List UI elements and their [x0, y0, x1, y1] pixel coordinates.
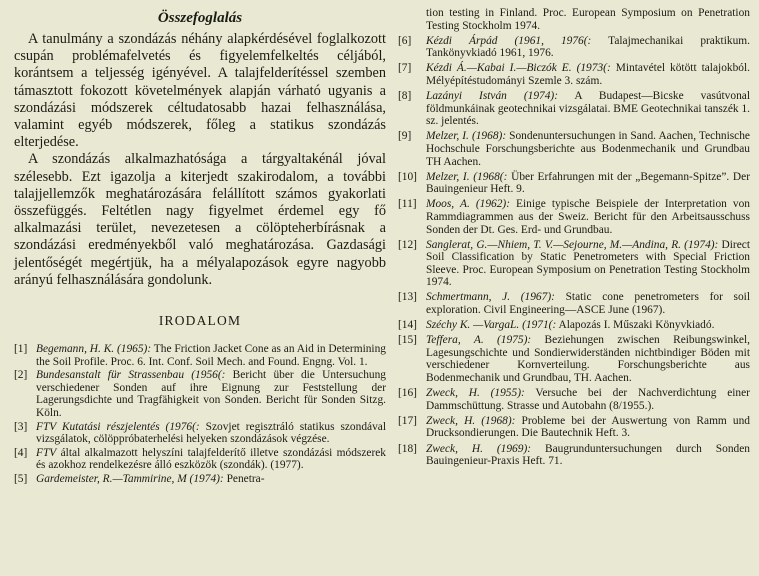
- reference-item: [14, 421, 386, 446]
- reference-text: Einige typische Beispiele der Interpretation von Rammdiagrammen aus der Sweiz. Bericht für den Arbeitsausschuss Sonden der Dt. Ges. Erd- und Grundbau.: [426, 198, 750, 236]
- reference-author: Begemann, H. K. (1965):: [36, 343, 152, 356]
- reference-number: [2]: [14, 369, 28, 382]
- reference-item: [398, 319, 750, 332]
- references-heading: IRODALOM: [158, 313, 242, 329]
- reference-number: [9]: [398, 130, 412, 143]
- reference-text: Talajmechanikai praktikum. Tankönyvkiadó 1961, 1976.: [426, 34, 750, 60]
- reference-author: Moos, A. (1962):: [426, 198, 511, 211]
- left-column: [14, 0, 386, 487]
- reference-number: [3]: [14, 420, 28, 433]
- reference-text: Penetra-: [223, 472, 265, 485]
- reference-author: Melzer, I. (1968(:: [426, 170, 508, 183]
- reference-author: Zweck, H. (1968):: [426, 414, 516, 427]
- summary-paragraph-1: A tanulmány a szondázás néhány alapkérdésével foglalkozott csupán problémafelvetés és figyelemfelkeltés céljából, korántsem a teljesség igényével. A talajfelderítéssel szemben támasztott fokozott követelmények alapján várható ugyanis a szondázási módszerek céltudatosabb hazai felhasználása, valamint egyéb módszerek, főleg a statikus szondázás elterjedése.: [14, 31, 386, 151]
- reference-number: [4]: [14, 446, 28, 459]
- reference-item: [398, 387, 750, 412]
- reference-item: [14, 447, 386, 472]
- reference-author: Zweck, H. (1955):: [426, 387, 525, 400]
- reference-text: Alapozás I. Műszaki Könyvkiadó.: [556, 319, 715, 332]
- reference-author: Zweck, H. (1969):: [426, 442, 532, 455]
- reference-text: által alkalmazott helyszíni talajfelderítő illetve szondázási módszerek és azokhoz rendelkezésre álló eszközök (szondák). (1977).: [36, 446, 386, 472]
- reference-text: Szovjet regisztráló statikus szondával vizsgálatok, cölöppróbaterhelési helyeken szondázások végzése.: [36, 420, 386, 446]
- reference-item: [398, 62, 750, 87]
- reference-item: [398, 130, 750, 168]
- reference-author: FTV: [36, 446, 57, 459]
- summary-paragraph-2: A szondázás alkalmazhatósága a tárgyaltakénál jóval szélesebb. Ezt igazolja a kiterjedt szakirodalom, a további talajjellemzők meghatározására felállított számos gyakorlati összefüggés. Feltétlen nagy figyelmet érdemel egy fő alkalmazási terület, nevezetesen a cölöpteherbírásnak a szondázási eredményekből való meghatározása. Gazdasági jelentőségét megértjük, ha a mélyalapozások egyre nagyobb arányú felhasználására gondolunk.: [14, 151, 386, 288]
- reference-text: Probleme bei der Auswertung von Ramm und Drucksondierungen. Die Bautechnik Heft. 3.: [426, 414, 750, 440]
- reference-item: [398, 198, 750, 236]
- reference-item: [14, 369, 386, 419]
- reference-item: [398, 239, 750, 289]
- reference-text: Baugrunduntersuchungen durch Sonden Bauingenieur-Praxis Heft. 71.: [426, 442, 750, 468]
- references-list-right: [398, 35, 750, 468]
- reference-number: [14]: [398, 319, 417, 332]
- reference-author: Lazányi István (1974):: [426, 90, 558, 103]
- reference-text: Mintavétel kötött talajokból. Mélyépítéstudományi Szemle 3. szám.: [426, 62, 750, 87]
- reference-item: [398, 171, 750, 196]
- reference-author: Kézdi Árpád (1961, 1976(:: [426, 34, 592, 47]
- reference-item: [398, 35, 750, 60]
- reference-text: Direct Soil Classification by Static Penetrometers with Special Friction Sleeve. Proc. European Symposium on Penetration Testing Stockholm 1974.: [426, 238, 751, 289]
- reference-number: [7]: [398, 62, 412, 75]
- reference-author: Melzer, I. (1968):: [426, 130, 507, 143]
- reference-author: Gardemeister, R.—Tammirine, M (1974):: [36, 472, 224, 485]
- reference-text: Static cone penetrometers for soil exploration. Civil Engineering—ASCE June (1967).: [426, 291, 750, 317]
- reference-author: Schmertmann, J. (1967):: [426, 291, 555, 304]
- reference-author: Sanglerat, G.—Nhiem, T. V.—Sejourne, M.—Andina, R. (1974):: [426, 238, 719, 251]
- reference-item: [398, 90, 750, 128]
- reference-text: Versuche bei der Nachverdichtung einer Dammschüttung. Strasse und Autobahn (8/1955.).: [426, 387, 750, 412]
- reference-author: Kézdi Á.—Kabai I.—Biczók E. (1973(:: [426, 62, 611, 75]
- reference-text: Bericht über die Untersuchung verschiedener Sonden auf ihre Eignung zur Feststellung der Lagerungsdichte und Tragfähigkeit von Sonden. Bericht für Sonden Sitzg. Köln.: [36, 369, 386, 420]
- reference-item: [14, 473, 386, 486]
- reference-number: [6]: [398, 34, 412, 47]
- reference-item: [398, 334, 750, 384]
- reference-author: Bundesanstalt für Strassenbau (1956(:: [36, 369, 226, 382]
- reference-item: [398, 443, 750, 468]
- reference-number: [16]: [398, 387, 417, 400]
- reference-number: [8]: [398, 90, 412, 103]
- reference-number: [17]: [398, 414, 417, 427]
- reference-author: Széchy K. —VargaL. (1971(:: [426, 319, 557, 332]
- reference-number: [18]: [398, 442, 417, 455]
- reference-text: Beziehungen zwischen Reibungswinkel, Lagesungschichte und Sondierwiderständen nichtbindiger Böden mit verschiedener Kornverteilung. Forschungsberichte aus Bodenmechanik und Grundbau, TH. Aachen.: [426, 334, 750, 385]
- reference-text: A Budapest—Bicske vasútvonal földmunkáinak geotechnikai vizsgálatai. BME Geotechnikai tanszék 1. sz. jelentés.: [426, 90, 750, 128]
- reference-item: [14, 343, 386, 368]
- reference-number: [15]: [398, 334, 417, 347]
- summary-heading: Összefoglalás: [157, 10, 243, 26]
- reference-number: [10]: [398, 170, 417, 183]
- reference-text: Über Erfahrungen mit der „Begemann-Spitze”. Der Bauingenieur Heft. 9.: [426, 170, 750, 196]
- reference-number: [11]: [398, 198, 417, 211]
- reference-text: The Friction Jacket Cone as an Aid in Determining the Soil Profile. Proc. 6. Int. Conf. Soil Mech. and Found. Engng. Vol. 1.: [36, 343, 386, 368]
- reference-author: Teffera, A. (1975):: [426, 334, 532, 347]
- right-column: [398, 0, 750, 470]
- reference-number: [5]: [14, 472, 28, 485]
- reference-author: FTV Kutatási részjelentés (1976(:: [36, 420, 200, 433]
- reference-number: [12]: [398, 238, 417, 251]
- reference-continuation: tion testing in Finland. Proc. European Symposium on Penetration Testing Stockholm 1974.: [426, 7, 750, 32]
- reference-item: [398, 415, 750, 440]
- reference-item: [398, 291, 750, 316]
- reference-number: [1]: [14, 343, 28, 356]
- reference-number: [13]: [398, 291, 417, 304]
- reference-text: Sondenuntersuchungen in Sand. Aachen, Technische Hochschule Forschungsberichte aus Bodenmechanik und Grundbau TH Aachen.: [426, 130, 750, 168]
- references-list-left: [14, 343, 386, 486]
